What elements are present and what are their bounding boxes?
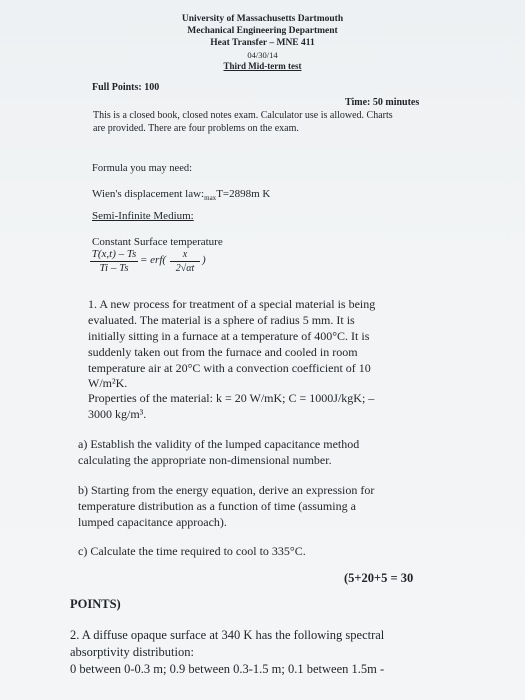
erf-function: = erf(: [140, 254, 167, 266]
question-a-line: calculating the appropriate non-dimensional number.: [78, 453, 332, 467]
problem2-line: absorptivity distribution:: [70, 645, 194, 659]
time-limit: Time: 50 minutes: [345, 97, 420, 108]
semi-infinite-heading: Semi-Infinite Medium:: [92, 210, 194, 222]
exam-instructions: This is a closed book, closed notes exam. Calculator use is allowed. Charts are provided. There are four problems on the exam.: [93, 110, 393, 134]
problem1-line: 3000 kg/m³.: [88, 407, 147, 421]
full-points: Full Points: 100: [92, 82, 160, 93]
formula-label: Formula you may need:: [92, 163, 193, 174]
lhs-numerator: T(x,t) – Ts: [91, 248, 137, 260]
problem1-line: Properties of the material: k = 20 W/mK; C = 1000J/kgK; –: [88, 391, 375, 405]
problem1-line: temperature air at 20°C with a convection coefficient of 10: [88, 361, 371, 375]
department-name: Mechanical Engineering Department: [187, 26, 338, 36]
question-c: c) Calculate the time required to cool to 335°C.: [78, 544, 306, 558]
erf-equation: [90, 248, 230, 276]
problem1-line: evaluated. The material is a sphere of radius 5 mm. It is: [88, 313, 355, 327]
points-label: POINTS): [70, 597, 121, 611]
problem2-line: 2. A diffuse opaque surface at 340 K has the following spectral: [70, 628, 385, 642]
question-b-line: lumped capacitance approach).: [78, 515, 227, 529]
arg-numerator: x: [170, 248, 200, 262]
problem1-line: suddenly taken out from the furnace and cooled in room: [88, 345, 358, 359]
problem2-line: 0 between 0-0.3 m; 0.9 between 0.3-1.5 m; 0.1 between 1.5m -: [70, 662, 385, 676]
problem1-line: 1. A new process for treatment of a special material is being: [88, 297, 376, 311]
wien-label: Wien's displacement law:: [92, 188, 205, 200]
course-title: Heat Transfer – MNE 411: [210, 38, 315, 48]
equation-lhs: [90, 248, 138, 275]
exam-date: 04/30/14: [247, 50, 278, 60]
arg-denominator: 2√αt: [175, 263, 195, 274]
wien-law: Wien's displacement $law:_{max}T=2898m$ K: [92, 188, 271, 203]
university-name: University of Massachusetts Dartmouth: [181, 14, 344, 24]
erf-close: ): [202, 254, 206, 266]
question-a-line: a) Establish the validity of the lumped capacitance method: [78, 437, 360, 451]
problem1-line: initially sitting in a furnace at a temperature of 400°C. It is: [88, 329, 370, 343]
erf-argument: [170, 248, 200, 275]
question-b-line: b) Starting from the energy equation, derive an expression for: [78, 483, 375, 497]
question-b-line: temperature distribution as a function of time (assuming a: [78, 499, 356, 513]
lhs-denominator: Ti – Ts: [99, 262, 129, 274]
exam-title: Third Mid-term test: [223, 61, 302, 71]
constant-surface-heading: Constant Surface temperature: [92, 236, 223, 248]
problem1-line: W/m²K.: [88, 376, 128, 390]
wien-equation: T=2898m K: [216, 188, 271, 200]
problem1-points: (5+20+5 = 30: [344, 571, 414, 585]
